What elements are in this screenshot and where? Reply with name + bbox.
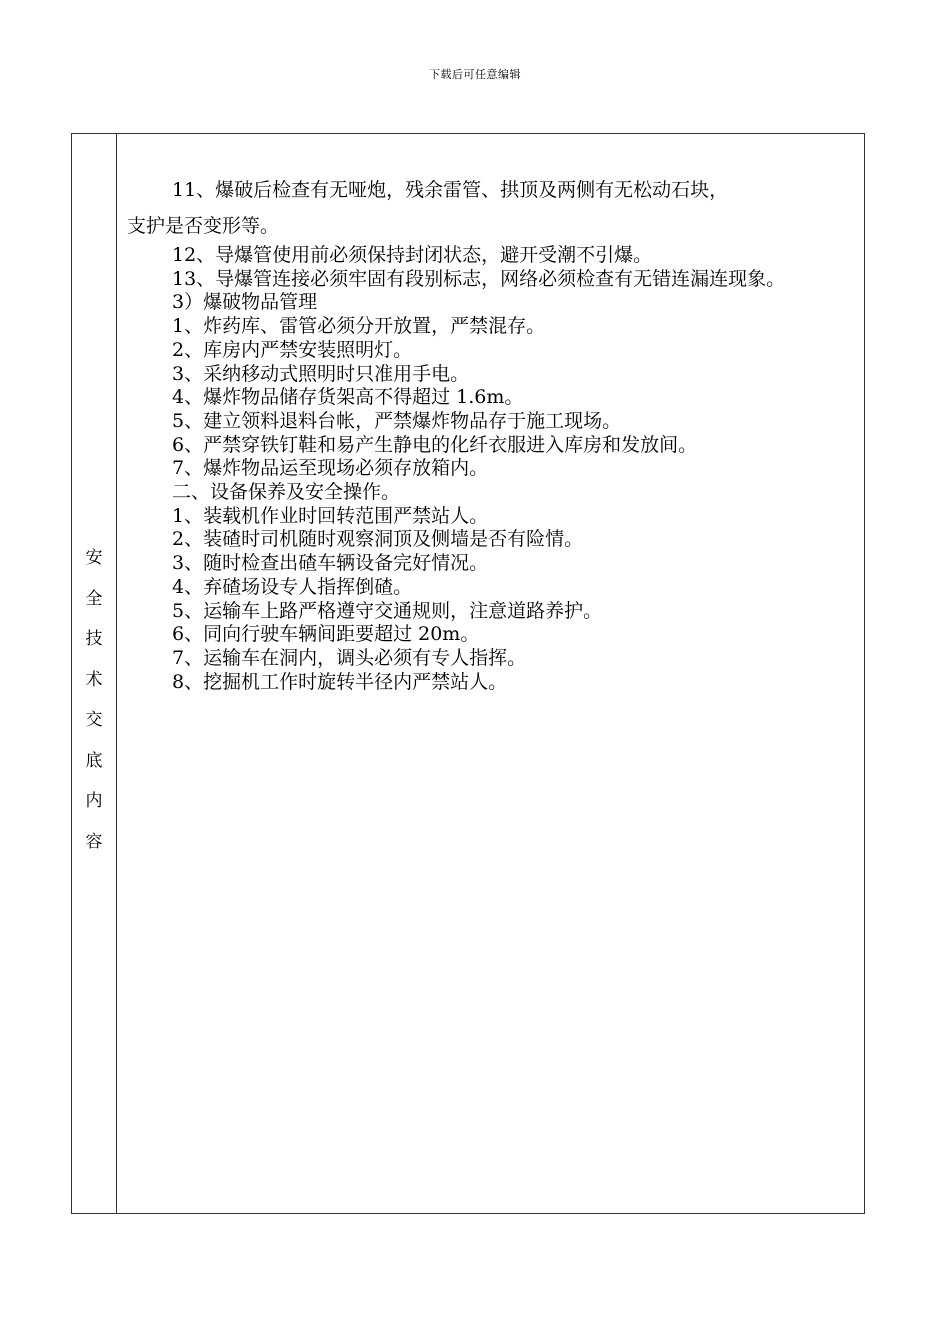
header-note: 下载后可任意编辑 — [429, 68, 521, 81]
equipment-item: 6、同向行驶车辆间距要超过 20m。 — [172, 623, 480, 646]
equipment-item: 3、随时检查出碴车辆设备完好情况。 — [172, 552, 489, 575]
equipment-item: 8、挖掘机工作时旋转半径内严禁站人。 — [172, 670, 508, 693]
label-char: 安 — [85, 548, 103, 568]
equipment-item: 5、运输车上路严格遵守交通规则，注意道路养护。 — [172, 599, 603, 622]
storage-item: 3、采纳移动式照明时只准用手电。 — [172, 362, 470, 385]
section-heading-equipment: 二、设备保养及安全操作。 — [172, 481, 401, 504]
storage-item: 2、库房内严禁安装照明灯。 — [172, 338, 413, 361]
content-line-item12: 12、导爆管使用前必须保持封闭状态，避开受潮不引爆。 — [172, 244, 653, 266]
equipment-item: 4、弃碴场设专人指挥倒碴。 — [172, 575, 413, 598]
label-char: 交 — [85, 710, 103, 730]
disclosure-table — [71, 133, 865, 1214]
content-column — [127, 172, 857, 694]
equipment-item: 2、装碴时司机随时观察洞顶及侧墙是否有险情。 — [172, 528, 584, 551]
label-char: 技 — [85, 629, 103, 649]
storage-item: 7、爆炸物品运至现场必须存放箱内。 — [172, 457, 489, 480]
label-char: 术 — [85, 669, 103, 690]
section-heading-blasting-materials: 3）爆破物品管理 — [172, 291, 318, 314]
content-line-item11: 11、爆破后检查有无哑炮，残余雷管、拱顶及两侧有无松动石块， — [172, 179, 729, 201]
equipment-item: 1、装载机作业时回转范围严禁站人。 — [172, 504, 489, 527]
label-char: 底 — [85, 750, 103, 771]
label-char: 内 — [85, 791, 103, 811]
storage-item: 5、建立领料退料台帐，严禁爆炸物品存于施工现场。 — [172, 409, 622, 432]
label-vertical-text — [72, 538, 116, 862]
storage-item: 1、炸药库、雷管必须分开放置，严禁混存。 — [172, 315, 546, 338]
label-char: 全 — [85, 588, 103, 609]
equipment-item: 7、运输车在洞内，调头必须有专人指挥。 — [172, 646, 527, 669]
label-char: 容 — [85, 831, 103, 852]
storage-item: 6、严禁穿铁钉鞋和易产生静电的化纤衣服进入库房和发放间。 — [172, 433, 698, 456]
content-line-item13: 13、导爆管连接必须牢固有段别标志，网络必须检查有无错连漏连现象。 — [172, 267, 786, 290]
label-column — [72, 134, 117, 1213]
storage-item: 4、爆炸物品储存货架高不得超过 1.6m。 — [172, 386, 524, 409]
content-line-item11-cont: 支护是否变形等。 — [127, 215, 280, 237]
